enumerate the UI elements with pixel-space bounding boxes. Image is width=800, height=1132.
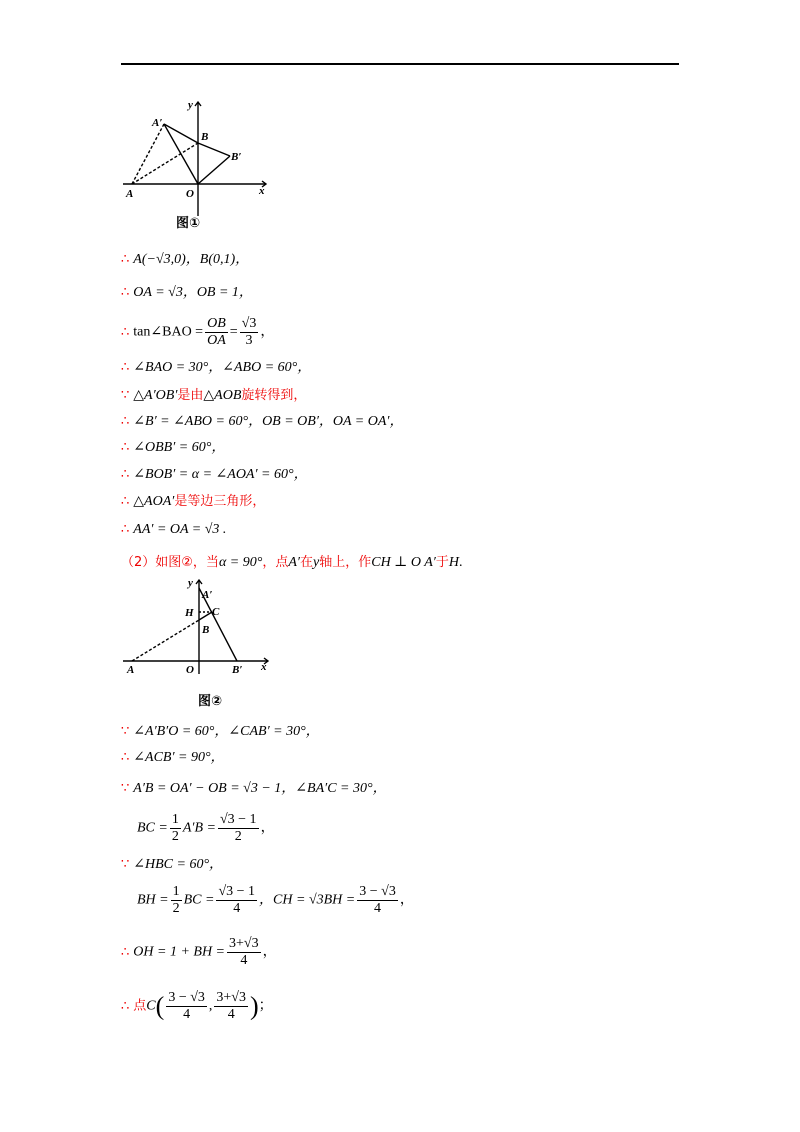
- line-16: BH = $\frac{1}{2}$ BC = $\frac{√3 - 1}{4}$ ，CH = √3BH = $\frac{3 - √3}{4}$ ，: [137, 884, 414, 916]
- line-12: ∴ ∠ACB′ = 90°，: [121, 750, 225, 765]
- line-10: ∴ AA′ = OA = √3 .: [121, 522, 227, 537]
- fig2-o-label: O: [186, 664, 194, 676]
- fig1-o-label: O: [186, 188, 194, 200]
- line-17: ∴ OH = 1 + BH = $\frac{3+√3}{4}$ ，: [121, 936, 277, 968]
- fig1-y-label: y: [188, 99, 193, 111]
- fig1-ap-label: A′: [152, 117, 163, 129]
- fig1-caption: 图①: [176, 216, 201, 231]
- fig2-h-label: H: [185, 607, 194, 619]
- figure-2: [118, 574, 278, 684]
- fig1-b-label: B: [201, 131, 209, 143]
- line-6: ∴ ∠B′ = ∠ABO = 60°，OB = OB′，OA = OA′，: [121, 414, 404, 429]
- line-9: ∴ △AOA′是等边三角形，: [121, 494, 266, 509]
- fig2-bp-label: B′: [232, 664, 243, 676]
- line-1: ∴ A(−√3,0)，B(0,1)，: [121, 252, 250, 267]
- line-14: BC = $\frac{1}{2}$ A′B = $\frac{√3 - 1}{2}$ ，: [137, 812, 275, 844]
- line-8: ∴ ∠BOB′ = α = ∠AOA′ = 60°，: [121, 467, 308, 482]
- header-rule: [121, 63, 679, 65]
- line-18: ∴ 点C( $\frac{3 - √3}{4}$ , $\frac{3+√3}{4}$ )；: [121, 990, 273, 1022]
- fig2-caption: 图②: [198, 694, 223, 709]
- fig2-y-label: y: [188, 577, 193, 589]
- line-3: ∴ tan∠BAO = $\frac{OB}{OA}$ = $\frac{√3}{3}$ ，: [121, 316, 275, 348]
- part-2-heading: （2）如图②，当α = 90°，点A′在y轴上，作CH ⊥ O A′于H.: [121, 555, 463, 570]
- line-15: ∵ ∠HBC = 60°，: [121, 857, 224, 872]
- line-5: ∵ △A′OB′是由△AOB旋转得到，: [121, 388, 307, 403]
- fig2-ap-label: A′: [202, 589, 213, 601]
- fig1-a-label: A: [126, 188, 134, 200]
- line-13: ∵ A′B = OA′ − OB = √3 − 1，∠BA′C = 30°，: [121, 781, 387, 796]
- line-4: ∴ ∠BAO = 30°，∠ABO = 60°，: [121, 360, 312, 375]
- fig2-a-label: A: [127, 664, 135, 676]
- line-11: ∵ ∠A′B′O = 60°，∠CAB′ = 30°，: [121, 724, 320, 739]
- fig1-x-label: x: [259, 185, 265, 197]
- line-7: ∴ ∠OBB′ = 60°，: [121, 440, 226, 455]
- fig2-c-label: C: [212, 606, 220, 618]
- fig2-b-label: B: [202, 624, 210, 636]
- fig2-x-label: x: [261, 661, 267, 673]
- line-2: ∴ OA = √3，OB = 1，: [121, 285, 253, 300]
- fig1-bp-label: B′: [231, 151, 242, 163]
